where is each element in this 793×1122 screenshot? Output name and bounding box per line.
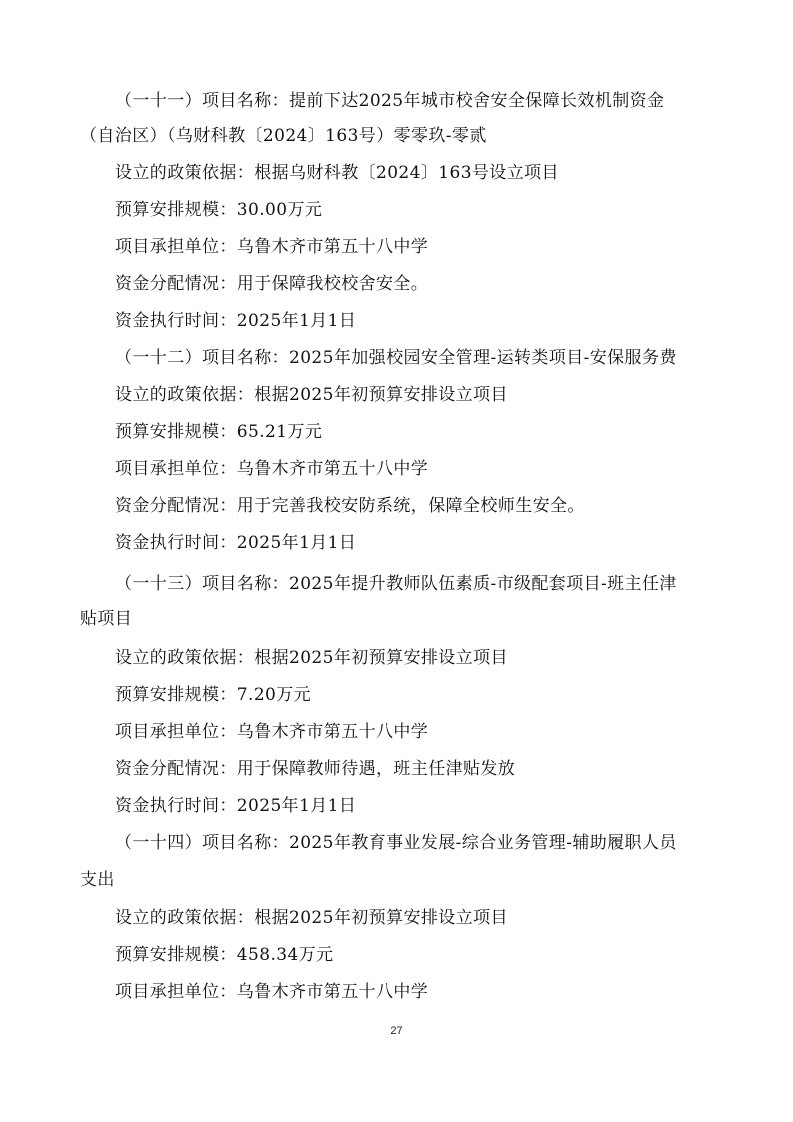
undertaking-unit-12: 项目承担单位：乌鲁木齐市第五十八中学 (115, 459, 429, 479)
policy-basis-14: 设立的政策依据：根据2025年初预算安排设立项目 (115, 908, 508, 928)
budget-scale-13: 预算安排规模：7.20万元 (115, 685, 312, 705)
fund-allocation-13: 资金分配情况：用于保障教师待遇，班主任津贴发放 (115, 759, 516, 779)
budget-scale-11: 预算安排规模：30.00万元 (115, 200, 323, 220)
project-heading-12-line-1: （一十二）项目名称：2025年加强校园安全管理-运转类项目-安保服务费 (115, 348, 677, 368)
project-heading-14-line-2: 支出 (80, 870, 115, 890)
project-heading-14-line-1: （一十四）项目名称：2025年教育事业发展-综合业务管理-辅助履职人员 (115, 833, 677, 853)
page-number: 27 (390, 1025, 403, 1037)
fund-allocation-11: 资金分配情况：用于保障我校校舍安全。 (115, 274, 429, 294)
project-heading-13-line-2: 贴项目 (80, 609, 133, 629)
undertaking-unit-11: 项目承担单位：乌鲁木齐市第五十八中学 (115, 237, 429, 257)
project-heading-11-line-1: （一十一）项目名称：提前下达2025年城市校舍安全保障长效机制资金 (115, 91, 665, 111)
policy-basis-13: 设立的政策依据：根据2025年初预算安排设立项目 (115, 648, 508, 668)
project-heading-11-line-2: （自治区）（乌财科教〔2024〕163号）零零玖-零贰 (80, 126, 487, 146)
policy-basis-12: 设立的政策依据：根据2025年初预算安排设立项目 (115, 385, 508, 405)
policy-basis-11: 设立的政策依据：根据乌财科教〔2024〕163号设立项目 (115, 163, 559, 183)
project-heading-13-line-1: （一十三）项目名称：2025年提升教师队伍素质-市级配套项目-班主任津 (115, 574, 677, 594)
execution-time-12: 资金执行时间：2025年1月1日 (115, 533, 357, 553)
budget-scale-12: 预算安排规模：65.21万元 (115, 422, 323, 442)
execution-time-11: 资金执行时间：2025年1月1日 (115, 311, 357, 331)
execution-time-13: 资金执行时间：2025年1月1日 (115, 796, 357, 816)
undertaking-unit-14: 项目承担单位：乌鲁木齐市第五十八中学 (115, 982, 429, 1002)
budget-scale-14: 预算安排规模：458.34万元 (115, 945, 334, 965)
fund-allocation-12: 资金分配情况：用于完善我校安防系统，保障全校师生安全。 (115, 496, 585, 516)
undertaking-unit-13: 项目承担单位：乌鲁木齐市第五十八中学 (115, 722, 429, 742)
